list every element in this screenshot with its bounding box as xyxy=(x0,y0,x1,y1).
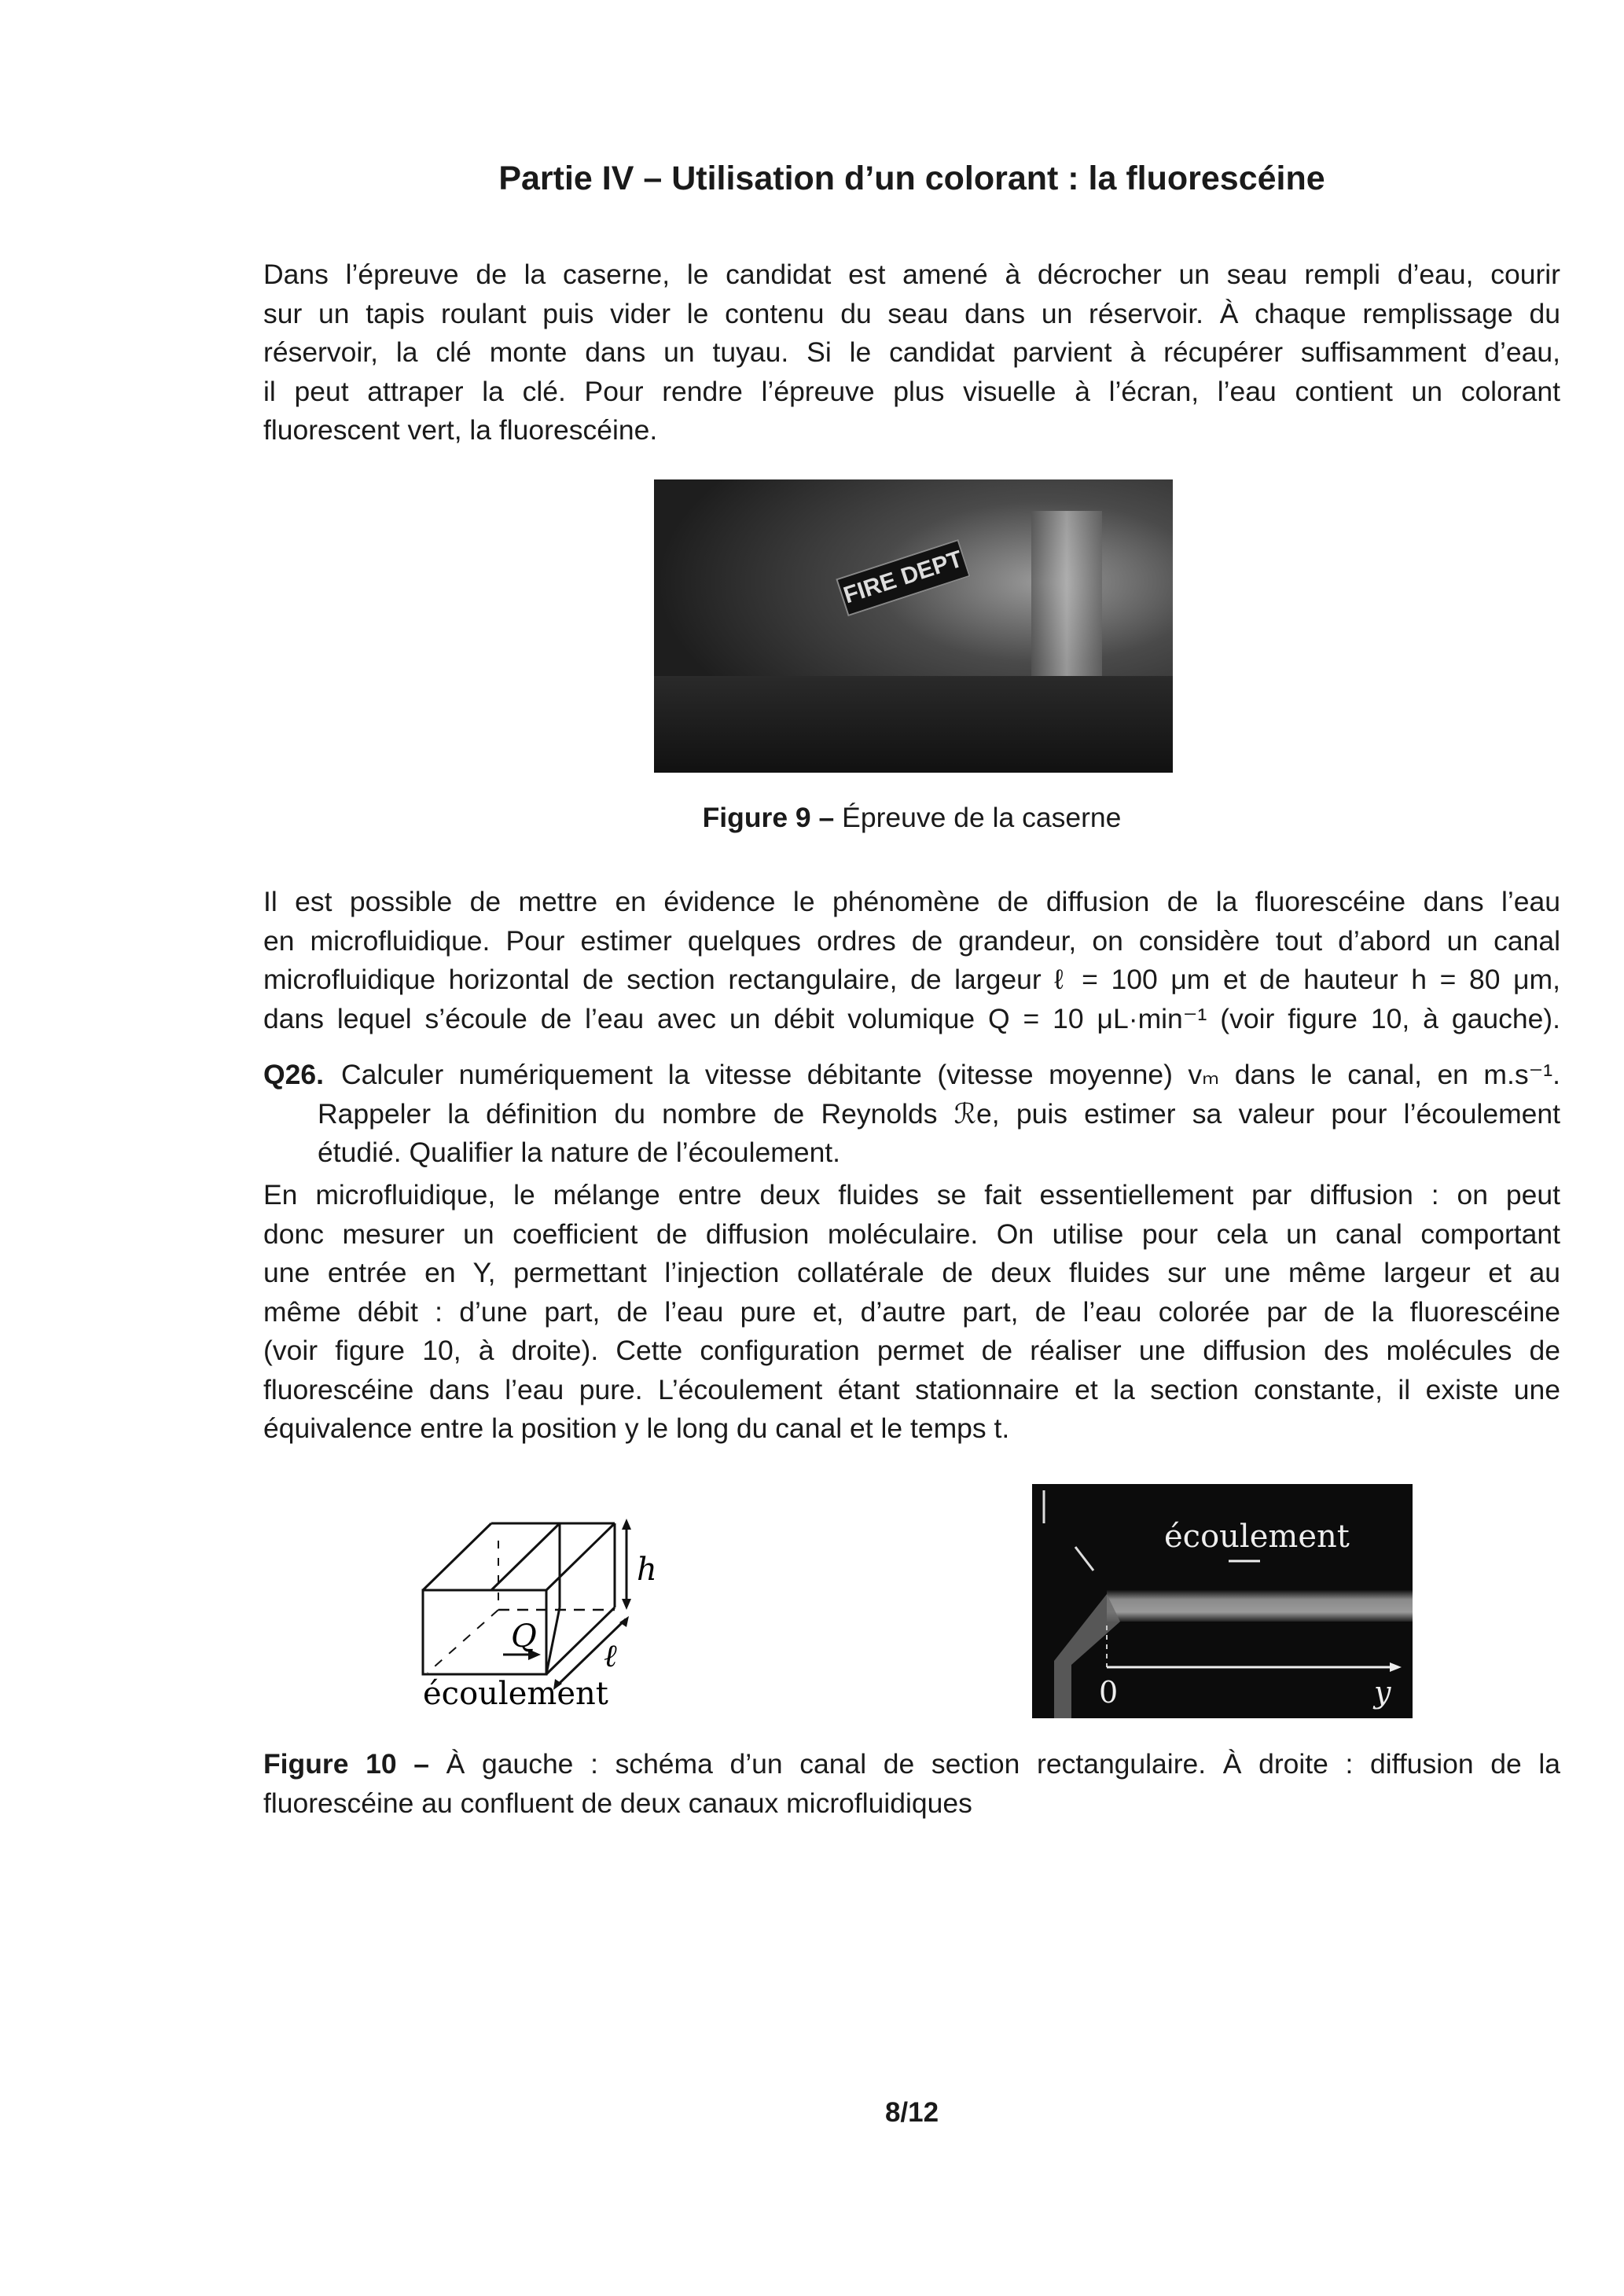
y-axis-label: y xyxy=(1374,1675,1391,1710)
caption-text: Épreuve de la caserne xyxy=(842,802,1122,833)
figure9-photo xyxy=(654,479,1173,773)
figure9-caption xyxy=(0,802,1624,834)
flow-rate-label: Q xyxy=(511,1618,537,1655)
text-line: étudié. Qualifier la nature de l’écoulement. xyxy=(318,1137,841,1168)
text-line: (voir figure 10, à droite). Cette configuration permet de réaliser une diffusion des molécules de xyxy=(263,1335,1560,1366)
text-line: même débit : d’une part, de l’eau pure et, d’autre part, de l’eau colorée par de la fluorescéine xyxy=(263,1295,1560,1328)
text-line: Rappeler la définition du nombre de Reynolds ℛe, puis estimer sa valeur pour l’écoulement xyxy=(318,1097,1560,1130)
channel-schematic xyxy=(409,1493,755,1721)
text-line: Dans l’épreuve de la caserne, le candidat est amené à décrocher un seau rempli d’eau, courir xyxy=(263,259,1560,290)
caption-text: À gauche : schéma d’un canal de section rectangulaire. À droite : diffusion de la xyxy=(446,1748,1560,1780)
flow-label: écoulement xyxy=(423,1676,608,1712)
fire-dept-sign: FIRE DEPT xyxy=(836,539,970,616)
flow-label: écoulement xyxy=(1164,1519,1350,1555)
text-line xyxy=(263,1745,1560,1784)
diffusion-photo xyxy=(1032,1484,1413,1718)
text-line: équivalence entre la position y le long du canal et le temps t. xyxy=(263,1412,1010,1444)
text-line: donc mesurer un coefficient de diffusion moléculaire. On utilise pour cela un canal comportant xyxy=(263,1218,1560,1250)
text-line: microfluidique horizontal de section rectangulaire, de largeur ℓ = 100 μm et de hauteur h = 80 μm, xyxy=(263,964,1560,995)
text-line: En microfluidique, le mélange entre deux fluides se fait essentiellement par diffusion : on peut xyxy=(263,1179,1560,1210)
figure10-caption xyxy=(263,1745,1560,1823)
text-line: en microfluidique. Pour estimer quelques ordres de grandeur, on considère tout d’abord un canal xyxy=(263,924,1560,957)
paragraph-2 xyxy=(263,883,1560,1038)
text-line: réservoir, la clé monte dans un tuyau. Si le candidat parvient à récupérer suffisamment d’eau, xyxy=(263,336,1560,368)
fluorescent-band xyxy=(1107,1590,1413,1622)
figure-label: Figure 10 – xyxy=(263,1748,429,1780)
text-line: fluorescéine au confluent de deux canaux microfluidiques xyxy=(263,1787,972,1819)
text-line: Il est possible de mettre en évidence le phénomène de diffusion de la fluorescéine dans l’eau xyxy=(263,886,1560,917)
section-title: Partie IV – Utilisation d’un colorant : la fluorescéine xyxy=(498,160,1325,197)
text-line: fluorescent vert, la fluorescéine. xyxy=(263,414,658,446)
width-label: ℓ xyxy=(604,1638,617,1674)
height-label: h xyxy=(637,1552,657,1588)
question-label: Q26. xyxy=(263,1059,324,1090)
page-number: 8/12 xyxy=(884,2097,939,2128)
question-text xyxy=(318,1056,1560,1173)
conveyor-floor xyxy=(654,676,1173,773)
text-line: fluorescéine dans l’eau pure. L’écoulement étant stationnaire et la section constante, il existe une xyxy=(263,1373,1560,1405)
text-line: sur un tapis roulant puis vider le contenu du seau dans un réservoir. À chaque remplissage du xyxy=(263,297,1560,329)
text-line: il peut attraper la clé. Pour rendre l’épreuve plus visuelle à l’écran, l’eau contient un colorant xyxy=(263,375,1560,407)
paragraph-3 xyxy=(263,1176,1560,1449)
origin-label: 0 xyxy=(1099,1675,1119,1710)
text-line: une entrée en Y, permettant l’injection collatérale de deux fluides sur une même largeur et au xyxy=(263,1257,1560,1288)
text-line: dans lequel s’écoule de l’eau avec un débit volumique Q = 10 μL·min⁻¹ (voir figure 10, à gauche). xyxy=(263,1002,1560,1034)
figure-label: Figure 9 – xyxy=(702,802,835,833)
text-line: Calculer numériquement la vitesse débitante (vitesse moyenne) vₘ dans le canal, en m.s⁻¹. xyxy=(341,1059,1560,1090)
intro-paragraph xyxy=(263,255,1560,450)
